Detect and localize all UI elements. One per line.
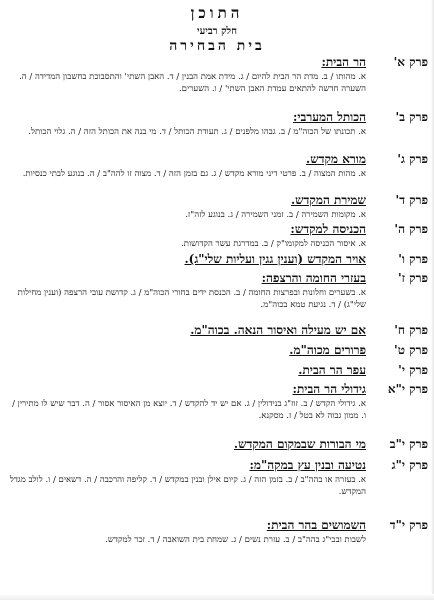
chapter-subtopics: א. תכונתו של הכוה"מ / ב. גבהו מלפנים / ג. תעודת הכותל / ד. מי בנה את הכותל הזה / ה. גלוי הכותל. — [28, 127, 366, 137]
chapter-label: פרק י"ב — [389, 437, 428, 451]
chapter-entry — [8, 518, 428, 546]
chapter-subtopics: לשבות ובכי"ג בהה"ב / ב. עזרת נשים / ג. שמחת בית השואבה / ד. זכר למקדש. — [105, 535, 366, 545]
chapter-entry — [8, 110, 428, 138]
chapter-subtopics: א. בעזרה או בהה"ב / ב. בזמן הזה / ג. קיום אילן ובנין במקדש / ד. קליפה והרכבה / ה. דשאים / ו. לולב מגדל המקדש. — [9, 475, 366, 497]
chapter-label: פרק י"ג — [391, 458, 428, 472]
chapter-label: פרק ה' — [394, 222, 428, 236]
chapter-entry — [8, 222, 428, 250]
chapter-label: פרק א' — [393, 55, 428, 69]
chapter-title: השמושים בהר הבית: — [266, 518, 366, 532]
chapter-label: פרק ו' — [398, 252, 428, 266]
chapter-title: מורא מקדש. — [306, 152, 366, 166]
chapter-label: פרק י"ד — [389, 518, 428, 532]
chapter-entry — [8, 363, 428, 378]
chapter-label: פרק ט' — [394, 343, 428, 357]
chapter-entry — [8, 252, 428, 267]
chapter-entry — [8, 323, 428, 338]
chapter-entry — [8, 152, 428, 180]
chapter-title: שמירת המקדש. — [290, 193, 366, 207]
chapter-title: בעזרי החומה והרצפה: — [261, 271, 366, 285]
chapter-entry — [8, 437, 428, 452]
chapter-entry — [8, 55, 428, 95]
chapter-entry — [8, 343, 428, 358]
chapter-label: פרק ב' — [395, 110, 428, 124]
chapter-entry — [8, 382, 428, 422]
chapter-entry — [8, 193, 428, 221]
chapter-entry — [8, 271, 428, 311]
page-title: התוכן — [190, 4, 244, 22]
chapter-title: מי הבורות שבמקום המקדש. — [233, 437, 366, 451]
chapter-title: אויר המקדש (וענין גגין ועליות שלי"ג). — [184, 252, 366, 266]
chapter-subtopics: א. מהותו / ב. מדת הר הבית להיום / ג. מידת אמת הבנין / ד. האבן השתי' והתסבוכת בחשבון המדידה / ה. השערה חדשה להתאים עמדת האבן השתי' / ו. השערים. — [19, 72, 366, 94]
chapter-title: עפר הר הבית. — [298, 363, 366, 377]
part-heading: חלק רביעי — [196, 26, 238, 37]
chapter-entry — [8, 458, 428, 498]
chapter-label: פרק ג' — [397, 152, 428, 166]
chapter-subtopics: א. גידולי הקדש / ב. זוז"ג בנידולין / ג. אם יש יד להקדש / ד. יוצא מן האיסור אסור / ה. דבר שיש לו מתירין / ו. ממון גבוה לא בטל / ז. מסקנא. — [12, 399, 366, 421]
chapter-label: פרק י' — [398, 363, 428, 377]
chapter-title: הר הבית: — [321, 55, 366, 69]
chapter-title: אם יש מעילה ואיסור הנאה. בכוה"מ. — [190, 323, 366, 337]
chapter-subtopics: א. בשערים וחלונות ובפרצות החומה / ב. הכנסת ידים בחורי הכוה"מ / ג. קדושת עובי הרצפה (וענין מחילות שלי"ג) / ד. נגיעת טמא בכוה"מ. — [17, 288, 366, 310]
chapter-label: פרק ז' — [397, 271, 428, 285]
chapter-subtopics: א. מהות המצוה / ב. פרטי דיני מורא מקדש / ג. גם בזמן הזה / ד. מצוה זו להה"ב / ה. בנוגע לבתי כנסיות. — [22, 169, 366, 179]
chapter-subtopics: א. מקומות השמירה / ב. זמני השמירה / ג. בנוגע לזה"ז. — [185, 210, 366, 220]
chapter-title: הכניסה למקדש: — [290, 222, 366, 236]
chapter-label: פרק ח' — [394, 323, 428, 337]
volume-heading: בית הבחירה — [169, 38, 265, 54]
chapter-title: גידולי הר הבית: — [292, 382, 366, 396]
chapter-title: נטיעה ובנין עץ במקה"מ: — [249, 458, 366, 472]
chapter-label: פרק י"א — [387, 382, 428, 396]
chapter-title: פרורים מכוה"מ. — [289, 343, 366, 357]
chapter-label: פרק ד' — [395, 193, 428, 207]
chapter-title: הכותל המערבי: — [292, 110, 366, 124]
chapter-subtopics: א. איסור הכניסה למקומו"ק / ב. במדרגת עשר הקדושות. — [181, 239, 366, 249]
scan-bottom-shadow — [0, 594, 434, 600]
